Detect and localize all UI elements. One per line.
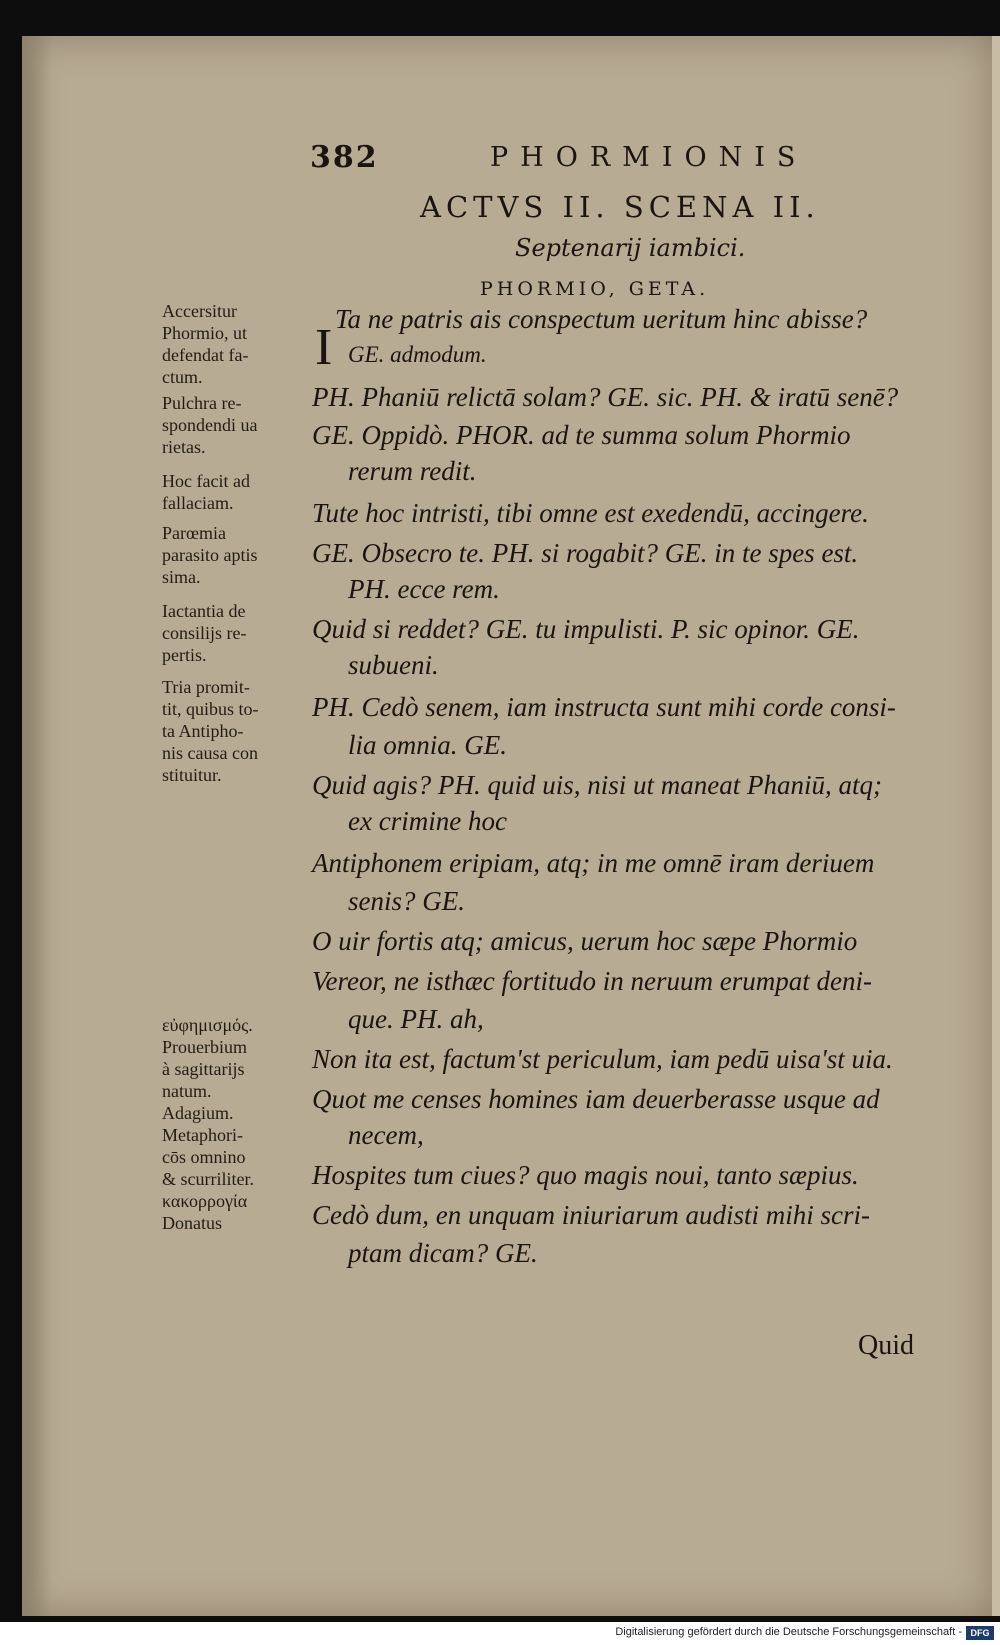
marginal-line: Pulchra re-: [162, 393, 242, 413]
marginal-note: [162, 392, 307, 458]
marginal-line: stituitur.: [162, 765, 222, 785]
drop-cap: I: [315, 319, 333, 376]
marginal-line: rietas.: [162, 437, 206, 457]
marginal-line: tit, quibus to-: [162, 699, 259, 719]
marginal-line: consilijs re-: [162, 623, 247, 643]
marginal-note: [162, 470, 307, 514]
marginal-line: κακορρογία: [162, 1191, 248, 1211]
page-gutter-shadow: [22, 36, 52, 1616]
verse-line: rerum redit.: [348, 456, 477, 486]
verse-line: Cedò dum, en unquam iniuriarum audisti mihi scri-: [312, 1200, 870, 1230]
verse-line: que. PH. ah,: [348, 1004, 484, 1034]
verse-line: Quot me censes homines iam deuerberasse usque ad: [312, 1084, 880, 1114]
verse-line: Quid si reddet? GE. tu impulisti. P. sic opinor. GE.: [312, 614, 860, 644]
marginal-line: parasito aptis: [162, 545, 258, 565]
footer-credit: Digitalisierung gefördert durch die Deutsche Forschungsgemeinschaft -: [615, 1626, 962, 1638]
marginal-line: pertis.: [162, 645, 207, 665]
catchword: Quid: [858, 1330, 914, 1361]
marginal-line: sima.: [162, 567, 201, 587]
verse-line: PH. Cedò senem, iam instructa sunt mihi corde consi-: [312, 692, 896, 722]
verse-line: necem,: [348, 1120, 424, 1150]
marginal-line: à sagittarijs: [162, 1059, 245, 1079]
marginal-note: [162, 600, 307, 666]
marginal-line: ta Antipho-: [162, 721, 244, 741]
marginal-line: εὐφημισμός.: [162, 1015, 253, 1035]
marginal-line: Metaphori-: [162, 1125, 243, 1145]
dfg-logo-icon: DFG: [966, 1626, 994, 1640]
marginal-line: ctum.: [162, 367, 203, 387]
marginal-note: [162, 676, 307, 786]
page-number: 382: [310, 140, 379, 175]
marginal-line: natum.: [162, 1081, 212, 1101]
verse-line: Tute hoc intristi, tibi omne est exedendū, accingere.: [312, 498, 869, 528]
meter-note: Septenarij iambici.: [515, 234, 746, 262]
verse-line: Quid agis? PH. quid uis, nisi ut maneat Phaniū, atq;: [312, 770, 882, 800]
verse-line: Non ita est, factum'st periculum, iam pedū uisa'st uia.: [312, 1044, 893, 1074]
marginal-line: Hoc facit ad: [162, 471, 250, 491]
verse-line: PH. Phaniū relictā solam? GE. sic. PH. & iratū senē?: [312, 382, 899, 412]
marginal-line: Phormio, ut: [162, 323, 248, 343]
verse-line: Ta ne patris ais conspectum ueritum hinc abisse?: [335, 304, 868, 334]
marginal-line: Prouerbium: [162, 1037, 247, 1057]
personae-line: PHORMIO, GETA.: [480, 278, 710, 300]
verse-line: GE. Obsecro te. PH. si rogabit? GE. in te spes est.: [312, 538, 859, 568]
marginal-line: fallaciam.: [162, 493, 234, 513]
marginal-line: & scurriliter.: [162, 1169, 254, 1189]
marginal-line: Donatus: [162, 1213, 222, 1233]
verse-line: GE. admodum.: [348, 342, 487, 367]
verse-line: GE. Oppidò. PHOR. ad te summa solum Phormio: [312, 420, 851, 450]
marginal-line: Iactantia de: [162, 601, 246, 621]
marginal-line: spondendi ua: [162, 415, 258, 435]
running-head: [310, 140, 840, 180]
marginal-line: nis causa con: [162, 743, 258, 763]
verse-line: Hospites tum ciues? quo magis noui, tanto sæpius.: [312, 1160, 859, 1190]
marginal-line: Adagium.: [162, 1103, 234, 1123]
marginal-line: defendat fa-: [162, 345, 249, 365]
verse-line: lia omnia. GE.: [348, 730, 507, 760]
verse-line: PH. ecce rem.: [348, 574, 500, 604]
verse-line: subueni.: [348, 650, 439, 680]
verse-line: senis? GE.: [348, 886, 465, 916]
marginal-note: [162, 300, 307, 388]
running-title: PHORMIONIS: [490, 142, 808, 173]
marginal-note: [162, 522, 307, 588]
verse-line: ex crimine hoc: [348, 806, 507, 836]
marginal-line: Accersitur: [162, 301, 237, 321]
marginal-line: Tria promit-: [162, 677, 250, 697]
marginal-note: [162, 1014, 307, 1234]
verse-line: Antiphonem eripiam, atq; in me omnē iram deriuem: [312, 848, 875, 878]
verse-line: O uir fortis atq; amicus, uerum hoc sæpe Phormio: [312, 926, 858, 956]
marginal-line: Parœmia: [162, 523, 226, 543]
marginal-line: cōs omnino: [162, 1147, 246, 1167]
act-scene-heading: ACTVS II. SCENA II.: [420, 190, 820, 224]
verse-line: Vereor, ne isthæc fortitudo in neruum erumpat deni-: [312, 966, 872, 996]
digitization-footer: [0, 1622, 1000, 1645]
verse-line: ptam dicam? GE.: [348, 1238, 538, 1268]
